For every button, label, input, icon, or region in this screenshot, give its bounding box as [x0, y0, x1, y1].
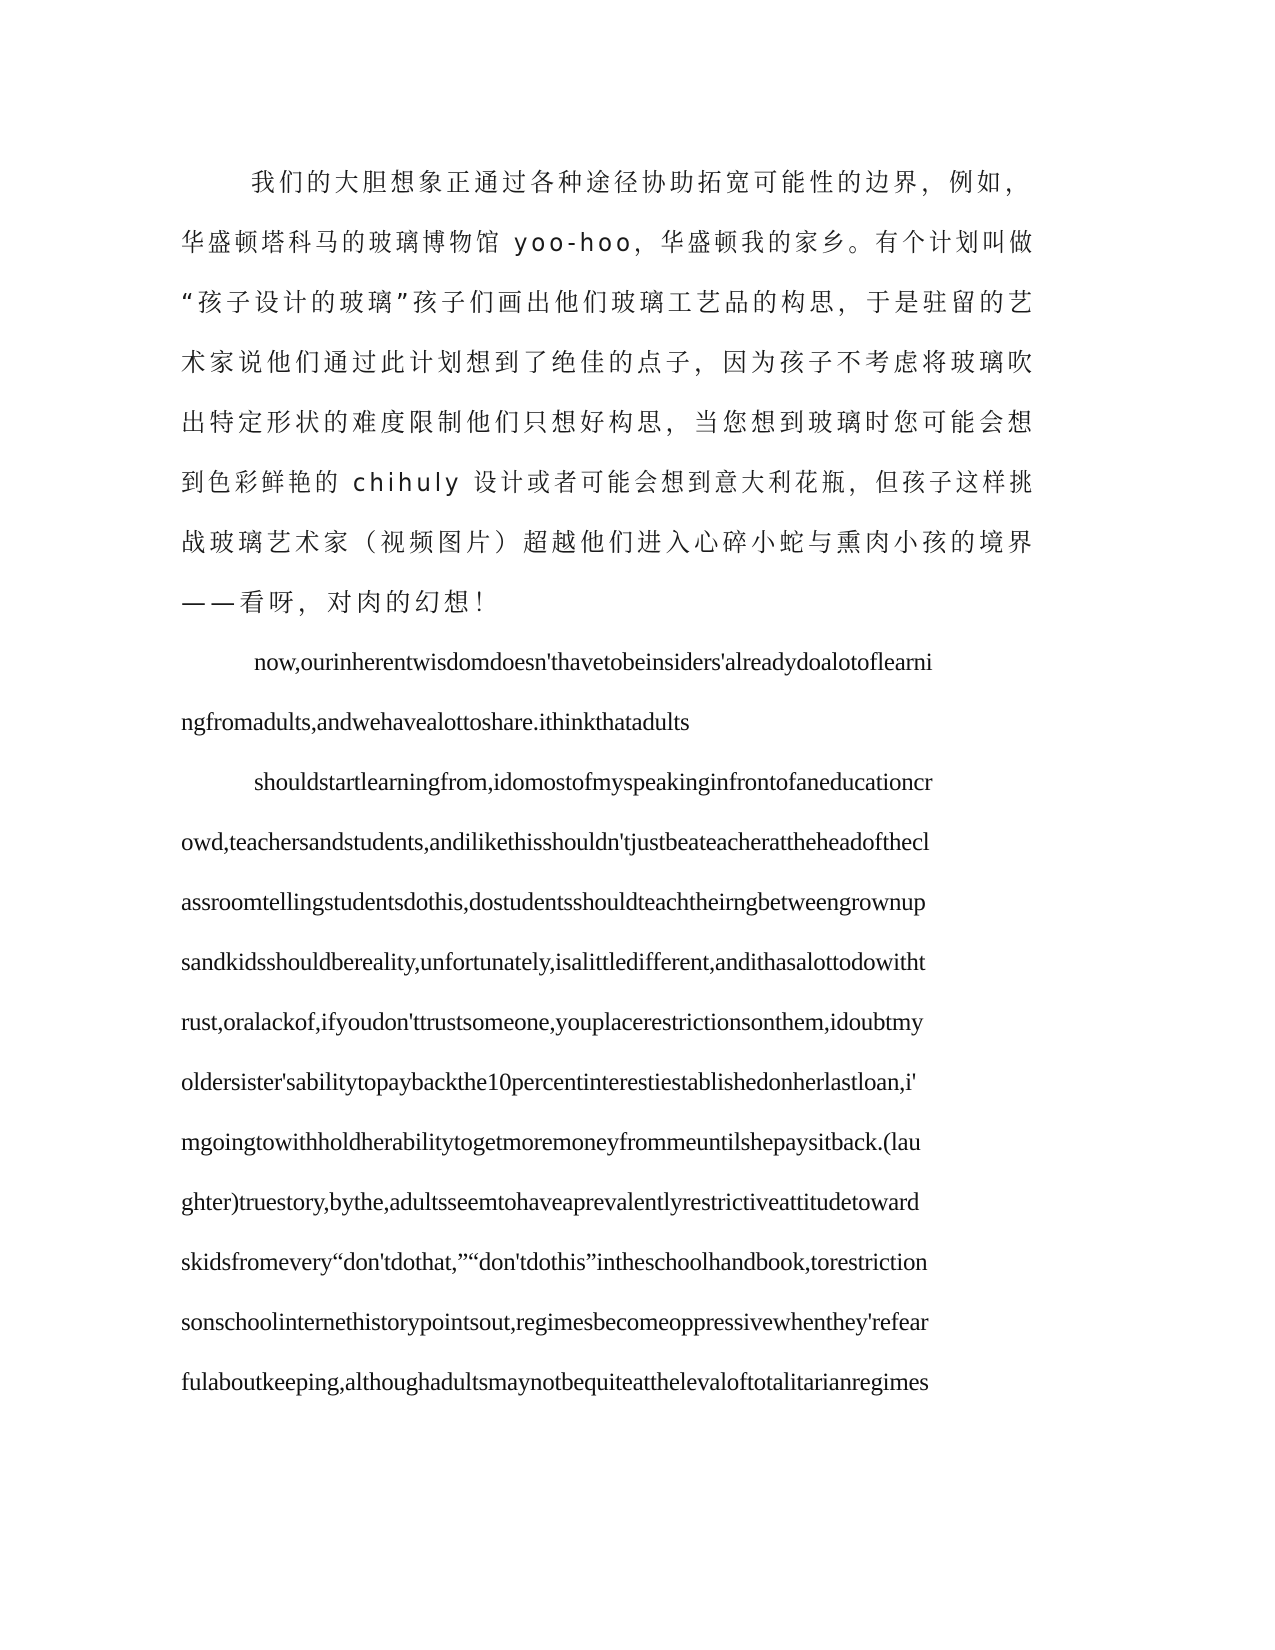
text-line: 战玻璃艺术家（视频图片）超越他们进入心碎小蛇与熏肉小孩的境界: [181, 528, 1036, 557]
paragraph-chinese: [181, 163, 1061, 643]
text-line: rust,oralackof,ifyoudon'ttrustsomeone,youplacerestrictionsonthem,idoubtmy: [181, 1009, 924, 1036]
text-line: assroomtellingstudentsdothis,dostudentsshouldteachtheirngbetweengrownup: [181, 889, 926, 916]
text-line: 到色彩鲜艳的 chihuly 设计或者可能会想到意大利花瓶，但孩子这样挑: [181, 468, 1036, 497]
text-line: skidsfromevery“don'tdothat,”“don'tdothis”intheschoolhandbook,torestriction: [181, 1249, 928, 1276]
text-line: 我们的大胆想象正通过各种途径协助拓宽可能性的边界，例如，: [250, 168, 1033, 197]
text-line: mgoingtowithholdherabilitytogetmoremoneyfrommeuntilshepaysitback.(lau: [181, 1129, 921, 1156]
text-line: fulaboutkeeping,althoughadultsmaynotbequiteatthelevaloftotalitarianregimes: [181, 1369, 929, 1396]
text-line: ngfromadults,andwehavealottoshare.ithinkthatadults: [181, 709, 690, 736]
paragraph-english-2: [181, 763, 1061, 1423]
paragraph-english-1: [181, 643, 1061, 763]
text-line: sonschoolinternethistorypointsout,regimesbecomeoppressivewhenthey'refear: [181, 1309, 929, 1336]
text-line: “孩子设计的玻璃”孩子们画出他们玻璃工艺品的构思，于是驻留的艺: [181, 288, 1037, 317]
text-line: 华盛顿塔科马的玻璃博物馆 yoo-hoo，华盛顿我的家乡。有个计划叫做: [181, 228, 1036, 257]
text-line: 术家说他们通过此计划想到了绝佳的点子，因为孩子不考虑将玻璃吹: [181, 348, 1036, 377]
text-line: owd,teachersandstudents,andilikethisshouldn'tjustbeateacherattheheadofthecl: [181, 829, 930, 856]
text-line: oldersister'sabilitytopaybackthe10percentinterestiestablishedonherlastloan,i': [181, 1069, 916, 1096]
text-line: ghter)truestory,bythe,adultsseemtohaveaprevalentlyrestrictiveattitudetoward: [181, 1189, 920, 1216]
text-line: now,ourinherentwisdomdoesn'thavetobeinsiders'alreadydoalotoflearni: [254, 649, 933, 676]
body-text: [181, 163, 1061, 1423]
text-line: ——看呀，对肉的幻想！: [181, 588, 503, 617]
text-line: sandkidsshouldbereality,unfortunately,isalittledifferent,andithasalottodowitht: [181, 949, 926, 976]
text-line: 出特定形状的难度限制他们只想好构思，当您想到玻璃时您可能会想: [181, 408, 1036, 437]
text-line: shouldstartlearningfrom,idomostofmyspeakinginfrontofaneducationcr: [254, 769, 933, 796]
